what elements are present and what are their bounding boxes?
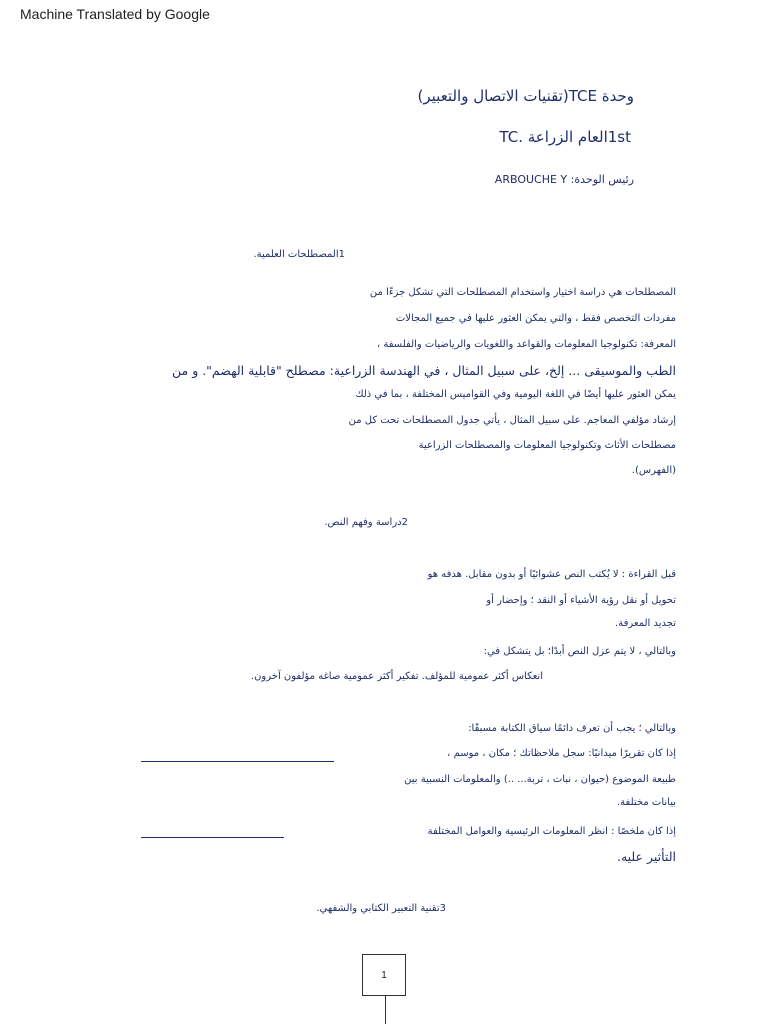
section1-line: يمكن العثور عليها أيضًا في اللغة اليومية وفي القواميس المختلفة ، بما في ذلك: [355, 389, 676, 400]
unit-title: وحدة TCE(تقنيات الاتصال والتعبير): [417, 87, 634, 105]
section3-heading: 3تقنية التعبير الكتابي والشفهي.: [316, 903, 446, 914]
underline-rule: [141, 837, 284, 838]
section2-line: تجديد المعرفة.: [615, 618, 676, 629]
section2-line: إذا كان تقريرًا ميدانيًا: سجل ملاحظاتك ؛ مكان ، موسم ،: [447, 748, 676, 759]
section2-line: قبل القراءة : لا يُكتب النص عشوائيًا أو بدون مقابل. هدفه هو: [427, 569, 676, 580]
page-number: 1: [381, 969, 387, 981]
year-title: 1stالعام الزراعة .TC: [499, 128, 631, 146]
section1-line: (الفهرس).: [631, 465, 676, 476]
section2-line: التأثير عليه.: [616, 849, 676, 864]
section1-line: مفردات التخصص فقط ، والتي يمكن العثور عليها في جميع المجالات: [395, 313, 676, 324]
section1-heading: 1المصطلحات العلمية.: [253, 249, 345, 260]
page-connector-line: [385, 996, 386, 1024]
section1-line: المصطلحات هي دراسة اختيار واستخدام المصطلحات التي تشكل جزءًا من: [369, 287, 676, 298]
section2-line: وبالتالي ؛ يجب أن تعرف دائمًا سياق الكتابة مسبقًا:: [468, 723, 676, 734]
machine-translation-banner: Machine Translated by Google: [20, 6, 210, 22]
unit-head: رئيس الوحدة: ARBOUCHE Y: [494, 173, 634, 186]
underline-rule: [141, 761, 334, 762]
section2-line: إذا كان ملخصًا : انظر المعلومات الرئيسية والعوامل المختلفة: [427, 826, 676, 837]
section1-line: إرشاد مؤلفي المعاجم. على سبيل المثال ، يأتي جدول المصطلحات تحت كل من: [348, 415, 676, 426]
section2-line: انعكاس أكثر عمومية للمؤلف. تفكير أكثر عمومية صاغه مؤلفون آخرون.: [250, 671, 543, 682]
section2-line: وبالتالي ، لا يتم عزل النص أبدًا؛ بل يتشكل في:: [483, 646, 676, 657]
section2-heading: 2دراسة وفهم النص.: [324, 517, 408, 528]
section2-line: طبيعة الموضوع (حيوان ، نبات ، تربة... ..) والمعلومات النسبية بين: [404, 774, 676, 785]
section2-line: بيانات مختلفة.: [616, 797, 676, 808]
section1-line: الطب والموسيقى ... إلخ، على سبيل المثال ، في الهندسة الزراعية: مصطلح "قابلية الهضم". و من: [172, 363, 676, 378]
section2-line: تحويل أو نقل رؤية الأشياء أو النقد ؛ وإحضار أو: [486, 595, 676, 606]
page-number-box: [362, 954, 406, 996]
section1-line: المعرفة: تكنولوجيا المعلومات والقواعد واللغويات والرياضيات والفلسفة ،: [376, 339, 676, 350]
section1-line: مصطلحات الأثاث وتكنولوجيا المعلومات والمصطلحات الزراعية: [418, 440, 676, 451]
